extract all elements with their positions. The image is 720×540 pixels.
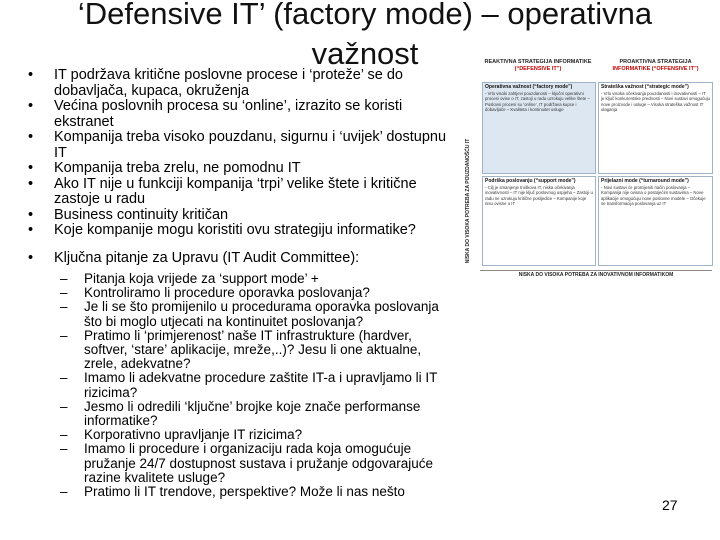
sub-item: – Pratimo li IT trendove, perspektive? Može li nas nešto <box>28 485 458 499</box>
header-left: REAKTIVNA STRATEGIJA INFORMATIKE (“DEFENSIVE IT”) <box>484 59 592 72</box>
bullet-item: • Ako IT nije u funkciji kompanija ‘trpi’ velike štete i kritične zastoje u radu <box>28 177 458 208</box>
sub-item: – Imamo li procedure i organizaciju rada koja omogućuje pružanje 24/7 dostupnost sustava i pružanje odgovarajuće razine kvalitete usluge? <box>28 442 458 485</box>
sub-item: – Pitanja koja vrijede za ‘support mode’ + <box>28 272 458 286</box>
bullet-item: • Kompanija treba zrelu, ne pomodnu IT <box>28 161 458 177</box>
bullet-item: • IT podržava kritične poslovne procese i ‘proteže’ se do dobavljača, kupaca, okruženja <box>28 68 458 99</box>
matrix-cell-turnaround: Prijelazni mode (“turnaround mode”) - Novi sustavi će promijeniti način poslovanja – Kompanija nije ovisna o postojećim sustavima – Nove aplikacije omogućuju nove poslovne modele – Očekuje se transformacija poslovanja uz IT <box>598 176 713 266</box>
sub-item: – Jesmo li odredili ‘ključne’ brojke koje znače performanse informatike? <box>28 400 458 428</box>
bullet-item: • Business continuity kritičan <box>28 208 458 224</box>
matrix-cell-support: Podrška poslovanju (“support mode”) - Cilj je smanjenje troškova IT, niska očekivanja inovativnosti – IT nije ključ poslovnog uspjeha – Zastoji u radu ne uzrokuju kritične posljedice – Kompanije koje nisu ovisne o IT <box>482 176 596 266</box>
bottom-axis-label: NISKA DO VISOKA POTREBA ZA INOVATIVNOM INFORMATIKOM <box>480 270 712 278</box>
bullet-item: • Većina poslovnih procesa su ‘online’, izrazito se koristi ekstranet <box>28 99 458 130</box>
bullet-item: • Kompanija treba visoko pouzdanu, sigurnu i ‘uvijek’ dostupnu IT <box>28 130 458 161</box>
vertical-axis-label: NISKA DO VISOKA POTREBA ZA POUZDANOŠĆU IT <box>465 138 471 264</box>
strategy-matrix-figure <box>465 56 715 278</box>
bullet-list <box>28 68 458 499</box>
sub-item: – Pratimo li ‘primjerenost’ naše IT infrastrukture (hardver, softver, ‘stare’ aplikacije, mreže,..)? Jesu li one aktualne, zrele, adekvatne? <box>28 329 458 372</box>
sub-list <box>28 272 458 499</box>
matrix-cell-factory: Operativna važnost (“factory mode”) - Vrlo visoki zahtjevi pouzdanosti – ključni operativni procesi ovise o IT, zastoji u radu uzrokuju velike štete – Poslovni procesi su ‘online’, IT podržava kupce i dobavljače – Kvaliteta i kontinuitet usluge <box>482 82 596 174</box>
bullet-item: • Koje kompanije mogu koristiti ovu strategiju informatike? <box>28 223 458 239</box>
sub-item: – Imamo li adekvatne procedure zaštite IT-a i upravljamo li IT rizicima? <box>28 371 458 399</box>
key-question: • Ključna pitanje za Upravu (IT Audit Committee): <box>28 251 458 267</box>
header-right: PROAKTIVNA STRATEGIJA INFORMATIKE (“OFFENSIVE IT”) <box>612 59 699 72</box>
matrix-cell-strategic: Strateška važnost (“strategic mode”) - Vrlo visoka očekivanja pouzdanosti i inovativnosti – IT je ključ konkurentske prednosti – Novi sustavi omogućuju nove proizvode i usluge – Visoka strateška važnost IT ulaganja <box>598 82 713 174</box>
sub-item: – Korporativno upravljanje IT rizicima? <box>28 428 458 442</box>
slide-title: ‘Defensive IT’ (factory mode) – operativna važnost <box>77 0 653 71</box>
sub-item: – Je li se što promijenilo u procedurama oporavka poslovanja što bi moglo utjecati na kontinuitet poslovanja? <box>28 300 458 328</box>
page-number: 27 <box>662 497 678 513</box>
sub-item: – Kontroliramo li procedure oporavka poslovanja? <box>28 286 458 300</box>
